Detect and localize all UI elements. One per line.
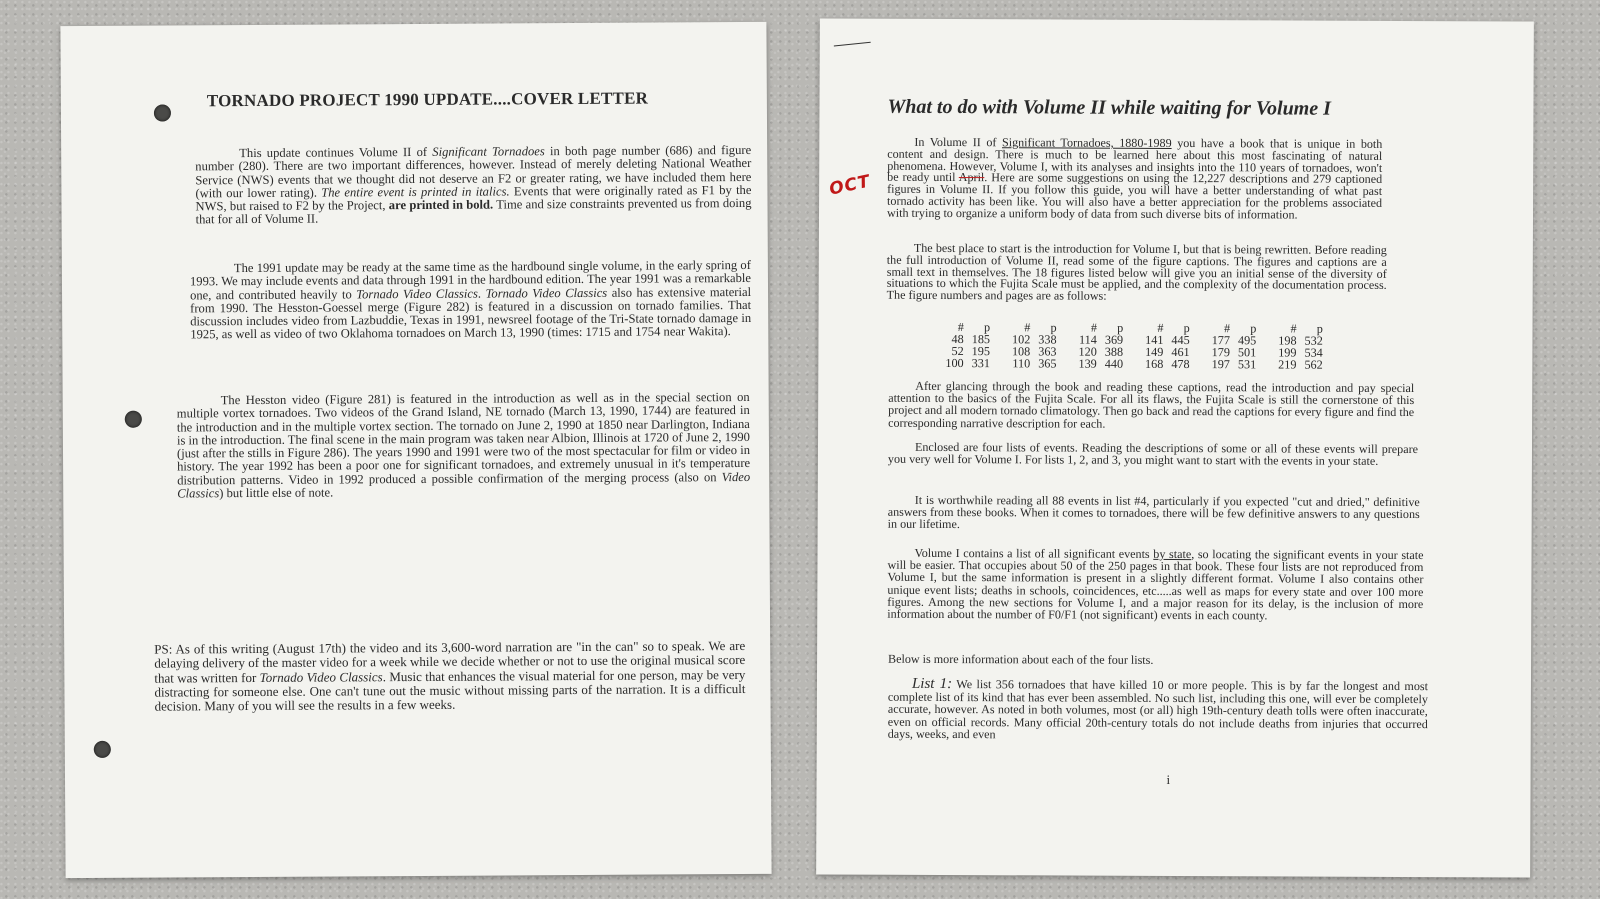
cover-letter-title: TORNADO PROJECT 1990 UPDATE....COVER LETTER — [206, 88, 649, 111]
page-number-cell: 532 — [1304, 333, 1323, 348]
figure-number-cell: 114 — [1079, 332, 1097, 347]
guide-title: What to do with Volume II while waiting for Volume I — [887, 95, 1331, 120]
postscript: PS: As of this writing (August 17th) the video and its 3,600-word narration are "in the can" so to speak. We are delaying delivery of the master video for a week while we decide whether or not to use the original musical score that was written for Tornado Video Classics. Music that enhances the visual material for one person, may be very distracting for someone else. One can't tune out the music without missing parts of the narration. It is a difficult decision. Many of you will see the results in a few weeks. — [154, 637, 746, 714]
pen-mark — [834, 42, 871, 47]
figure-page-table — [941, 321, 1327, 371]
figure-number-cell: 179 — [1211, 345, 1230, 360]
figure-number-header: # — [957, 320, 964, 335]
figure-number-cell: 139 — [1078, 356, 1097, 371]
figure-number-header: # — [1157, 320, 1164, 335]
column-gap — [1260, 358, 1274, 370]
page-number-cell: 338 — [1038, 332, 1057, 347]
paragraph-list-4: It is worthwhile reading all 88 events in list #4, particularly if you expected "cut and dried," definitive answers from these books. When it comes to tornadoes, there will be few definitive answers to any questions in our lifetime. — [887, 492, 1420, 532]
page-number-cell: 445 — [1171, 332, 1190, 348]
page-number-cell: 501 — [1237, 345, 1257, 360]
figure-number-header: # — [1024, 320, 1031, 335]
table-row — [941, 357, 1326, 371]
paragraph-hesston-video: The Hesston video (Figure 281) is featured in the introduction as well as in the special section on multiple vortex tornadoes. Two videos of the Grand Island, NE tornado (March 13, 1990, 1744) are featured in the introduction and in the multiple vortex section. The tornado on June 2, 1990 at 1850 near Darlington, Indiana is in the introduction. The final scene in the main program was taken near Albion, Illinois at 1720 of June 2, 1990 (just after the stills in Figure 286). The years 1990 and 1991 were two of the most spectacular for film or video in history. The year 1992 has been a poor one for significant tornadoes, and extremely unusual in it's temperature distribution patterns. Video in 1992 produced a possible confirmation of the merging process (also on Video Classics) but little else of note. — [176, 389, 751, 501]
page-number-header: p — [983, 320, 991, 335]
figure-number-header: # — [1223, 321, 1231, 336]
page-number-cell: 388 — [1104, 344, 1124, 359]
figure-number-header: # — [1290, 321, 1297, 336]
paragraph-fujita-scale: After glancing through the book and reading these captions, read the introduction and pay special attention to the basics of the Fujita Scale. For all its flaws, the Fujita Scale is still the cornerstone of this project and all modern tornado climatology. Then go back and read the captions for every figure and find the corresponding narrative description for each. — [888, 378, 1415, 431]
column-gap — [1127, 346, 1141, 358]
page-number-cell: 331 — [971, 356, 990, 371]
column-gap — [1127, 322, 1141, 334]
column-gap — [1260, 322, 1274, 334]
column-gap — [1194, 334, 1208, 346]
figure-number-cell: 198 — [1278, 333, 1297, 348]
page-number-cell: 534 — [1304, 345, 1323, 360]
figure-number-cell: 219 — [1278, 357, 1297, 372]
handwritten-annotation: OCT — [827, 171, 873, 200]
page-number-header: p — [1050, 320, 1057, 335]
punch-hole — [125, 411, 142, 428]
column-gap — [1061, 321, 1075, 333]
column-gap — [1194, 346, 1208, 358]
page-number: i — [1166, 771, 1171, 787]
cover-letter-page — [60, 22, 771, 878]
page-number-header: p — [1250, 321, 1257, 336]
figure-number-cell: 120 — [1078, 344, 1097, 359]
figure-number-cell: 48 — [951, 332, 964, 347]
page-number-cell: 461 — [1171, 344, 1190, 360]
figure-number-cell: 100 — [945, 355, 964, 371]
punch-hole — [154, 104, 171, 121]
figure-number-cell: 102 — [1012, 332, 1031, 347]
paragraph-four-lists: Enclosed are four lists of events. Reading the descriptions of some or all of these events will prepare you very well for Volume I. For lists 1, 2, and 3, you might want to start with the events in your state. — [887, 439, 1419, 469]
figure-number-cell: 199 — [1278, 345, 1297, 360]
paragraph-volume-i-contents: Volume I contains a list of all significant events by state, so locating the significant events in your state will be easier. That occupies about 50 of the 250 pages in that book. These four lists are not reproduced from Volume I, but the same information is present in a slightly different format. Volume I also contains other unique event lists; deaths in schools, coincidences, etc.....as well as maps for every state and over 100 more figures. Among the new sections for Volume I, and a major reason for its delay, is the inclusion of more information about the number of F0/F1 (not significant) events in each county. — [887, 545, 1424, 623]
column-gap — [1061, 345, 1075, 357]
page-number-cell: 562 — [1304, 357, 1323, 372]
paragraph-volume-ii-intro: In Volume II of Significant Tornadoes, 1880-1989 you have a book that is unique in both content and design. There is much to be learned here about this most fascinating of natural phenomena. However, Volume I, with its analyses and insights into the 110 years of tornadoes, won't be ready until April. Here are some suggestions on using the 12,227 descriptions and 279 captioned figures in Volume II. If you follow this guide, you will have a better understanding of what past tornado activity has been like. You will also have a better appreciation for the problems associated with trying to organize a uniform body of data from such diverse bits of information. — [886, 134, 1383, 222]
figure-number-cell: 168 — [1145, 356, 1164, 371]
column-gap — [1060, 357, 1074, 369]
column-gap — [1194, 322, 1208, 334]
page-number-cell: 495 — [1237, 333, 1257, 348]
page-number-header: p — [1117, 320, 1124, 335]
page-number-cell: 363 — [1038, 344, 1057, 359]
page-number-header: p — [1183, 321, 1190, 336]
column-gap — [1061, 333, 1075, 345]
figure-number-cell: 177 — [1211, 333, 1231, 348]
guide-page — [816, 18, 1534, 877]
page-number-cell: 185 — [971, 332, 991, 347]
column-gap — [1127, 334, 1141, 346]
column-gap — [1127, 358, 1141, 370]
column-gap — [1260, 334, 1274, 346]
column-gap — [994, 333, 1008, 345]
paragraph-below-more-info: Below is more information about each of the four lists. — [888, 651, 1154, 667]
page-number-cell: 195 — [971, 344, 991, 359]
page-number-cell: 440 — [1104, 356, 1124, 371]
column-gap — [994, 357, 1008, 369]
column-gap — [1194, 358, 1208, 370]
paragraph-where-to-start: The best place to start is the introduction for Volume I, but that is being rewritten. Before reading the full introduction of Volume II, read some of the figure captions. The figures and captions are a small text in themselves. The 18 figures listed below will give you an initial sense of the diversity of situations to which the Fujita Scale must be applied, and the complexity of the documentation process. The figure numbers and pages are as follows: — [886, 240, 1387, 303]
column-gap — [994, 345, 1008, 357]
figure-number-cell: 52 — [951, 344, 964, 359]
figure-number-cell: 197 — [1211, 357, 1230, 372]
paragraph-1991-update: The 1991 update may be ready at the same time as the hardbound single volume, in the early spring of 1993. We may include events and data through 1991 in the hardbound edition. The year 1991 was a remarkable one, and contributed heavily to Tornado Video Classics. Tornado Video Classics also has extensive material from 1990. The Hesston-Goessel merge (Figure 282) is featured in a discussion on tornado families. That discussion includes video from Lazbuddie, Texas in 1991, newsreel footage of the Tri-State tornado damage in 1925, as well as video of two Oklahoma tornadoes on March 13, 1990 (times: 1715 and 1754 near Wakita). — [189, 257, 752, 342]
column-gap — [994, 321, 1008, 333]
figure-number-cell: 141 — [1145, 332, 1164, 347]
page-number-cell: 365 — [1038, 356, 1057, 371]
figure-number-cell: 108 — [1011, 344, 1031, 359]
punch-hole — [94, 741, 111, 758]
column-gap — [1260, 346, 1274, 358]
paragraph-list-1: List 1: We list 356 tornadoes that have killed 10 or more people. This is by far the longest and most complete list of its kind that has ever been assembled. No such list, including this one, will ever be completely accurate, however. As noted in both volumes, most (or all) high 19th-century death tolls were often inaccurate, even on official records. Many official 20th-century totals do not include deaths from injuries that occurred days, weeks, and even — [887, 675, 1428, 742]
figure-number-cell: 110 — [1012, 356, 1031, 371]
page-number-cell: 531 — [1237, 357, 1257, 372]
page-number-cell: 369 — [1104, 332, 1124, 347]
figure-number-header: # — [1090, 320, 1097, 335]
page-number-cell: 478 — [1171, 356, 1190, 372]
paragraph-update-intro: This update continues Volume II of Significant Tornadoes in both page number (686) and figure number (280). There are two important differences, however. Instead of merely deleting National Weather Service (NWS) events that we thought did not deserve an F2 or greater rating, we have included them here (with our lower rating). The entire event is printed in italics. Events that were originally rated as F1 by the NWS, but raised to F2 by the Project, are printed in bold. Time and size constraints prevented us from doing that for all of Volume II. — [195, 142, 752, 227]
figure-number-cell: 149 — [1145, 344, 1164, 359]
page-number-header: p — [1316, 321, 1323, 336]
